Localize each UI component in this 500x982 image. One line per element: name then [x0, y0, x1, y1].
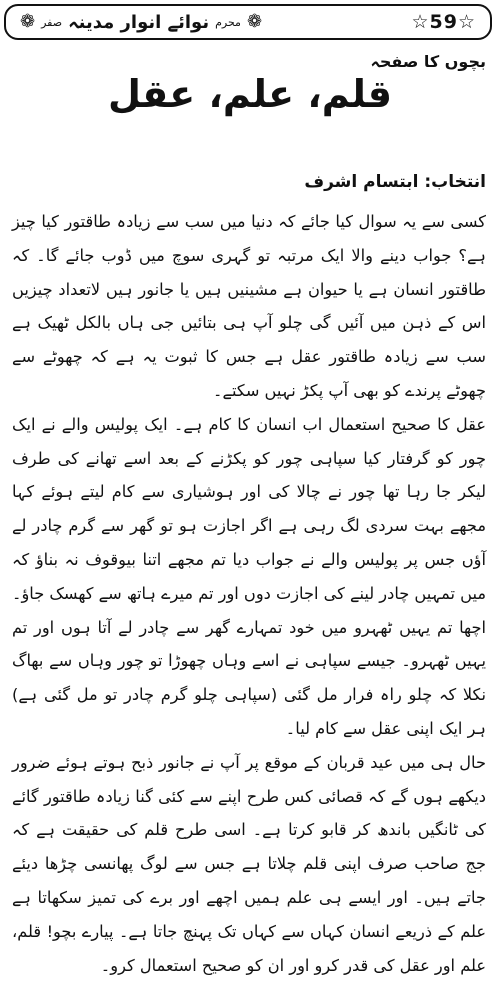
flower-ornament-icon: ❁	[20, 11, 36, 32]
flower-ornament-icon: ❁	[246, 11, 263, 32]
page-number: ☆59☆	[411, 11, 476, 33]
header-month: محرم	[215, 15, 241, 29]
article-body	[12, 205, 486, 982]
section-label: بچوں کا صفحہ	[370, 52, 486, 71]
journal-masthead	[20, 12, 262, 33]
paragraph: حال ہی میں عید قربان کے موقع پر آپ نے جانور ذبح ہوتے ہوئے ضرور دیکھے ہوں گے کہ قصائی کس طرح اپنے سے کئی گنا زیادہ طاقتور گائے کی ٹانگیں باندھ کر قابو کرتا ہے۔ اسی طرح قلم کی حقیقت ہے کہ جج صاحب صرف اپنی قلم چلاتا ہے جس سے لوگ پھانسی چڑھا دیئے جاتے ہیں۔ اور ایسے ہی علم ہمیں اچھے اور برے کی تمیز سکھاتا ہے علم کے ذریعے انسان کہاں سے کہاں تک پہنچ جاتا ہے۔ پیارے بچو! قلم، علم اور عقل کی قدر کرو اور ان کو صحیح استعمال کرو۔	[12, 752, 486, 975]
header-month-alt: صفر	[41, 15, 63, 29]
article-author: انتخاب: ابتسام اشرف	[304, 172, 486, 192]
paragraph: کسی سے یہ سوال کیا جائے کہ دنیا میں سب سے زیادہ طاقتور کیا چیز ہے؟ جواب دینے والا ایک مرتبہ تو گہری سوچ میں ڈوب جائے گا۔ کہ طاقتور انسان ہے یا حیوان ہے مشینیں ہیں یا جانور ہیں لاتعداد چیزیں اس کے ذہن میں آئیں گی چلو آپ ہی بتائیں جی ہاں بالکل ٹھیک ہے سب سے زیادہ طاقتور عقل ہے جس کا ثبوت یہ ہے کہ چھوٹے سے چھوٹے پرندے کو بھی آپ پکڑ نہیں سکتے۔	[12, 212, 486, 400]
article-title: قلم، علم، عقل	[107, 72, 393, 116]
journal-title: نوائے انوار مدینہ	[68, 11, 210, 33]
page-header	[4, 4, 492, 40]
paragraph: عقل کا صحیح استعمال اب انسان کا کام ہے۔ ایک پولیس والے نے ایک چور کو گرفتار کیا سپاہی چور کو پکڑنے کے بعد اسے تھانے کی طرف لیکر جا رہا تھا چور نے چالا کی اور ہوشیاری سے کام لیتے ہوئے کہا مجھے بہت سردی لگ رہی ہے اگر اجازت ہو تو گھر سے گرم چادر لے آؤں جس پر پولیس والے نے جواب دیا تم مجھے اتنا بیوقوف نہ بناؤ کہ میں تمہیں چادر لینے کی اجازت دوں اور تم میرے ہاتھ سے کھسک جاؤ۔ اچھا تم یہیں ٹھہرو میں خود تمہارے گھر سے چادر لے آتا ہوں اور تم یہیں ٹھہرو۔ جیسے سپاہی نے اسے وہاں چھوڑا تو چور وہاں سے بھاگ نکلا کہ چلو راہ فرار مل گئی (سپاہی چلو گرم چادر تو مل گئی ہے) ہر ایک اپنی عقل سے کام لیا۔	[12, 414, 486, 738]
